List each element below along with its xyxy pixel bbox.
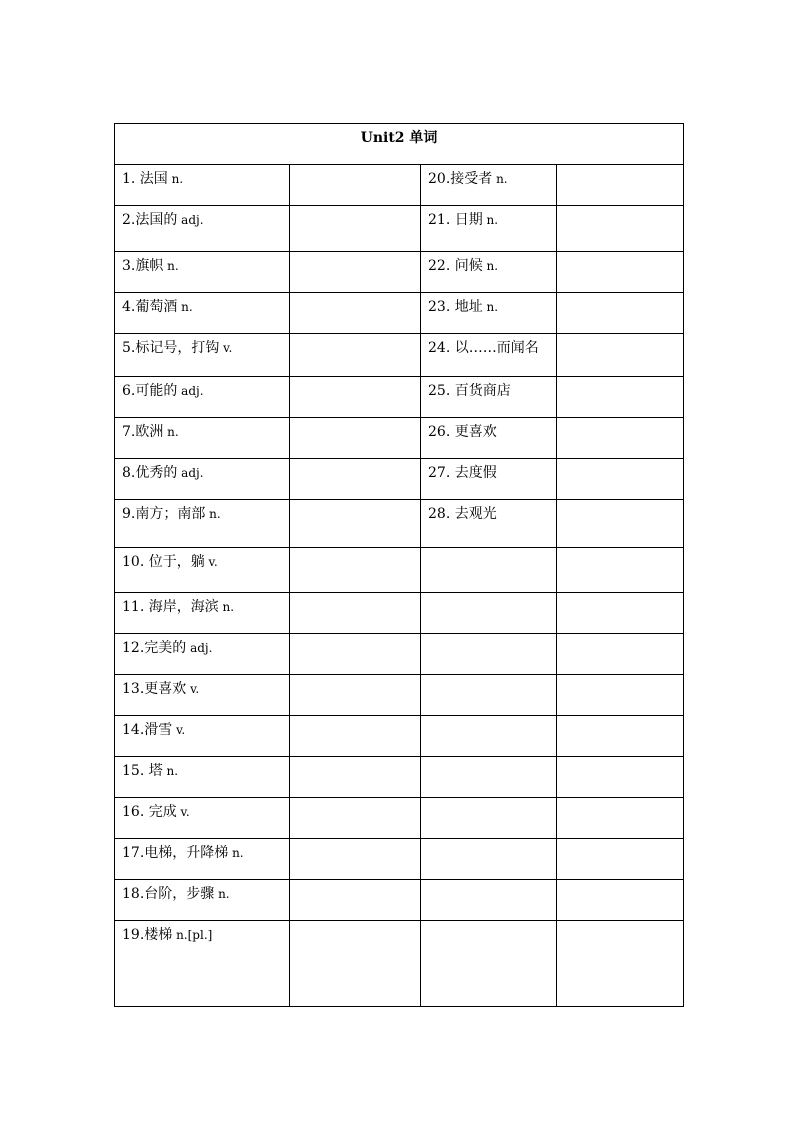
left-part-of-speech: n.	[167, 172, 184, 186]
left-prompt-cell	[115, 839, 290, 880]
table-row	[115, 334, 684, 377]
table-row	[115, 634, 684, 675]
left-prompt-cell	[115, 593, 290, 634]
left-part-of-speech: n.	[163, 425, 179, 439]
left-answer-blank[interactable]	[290, 716, 421, 757]
right-prompt-cell	[421, 675, 557, 716]
left-part-of-speech: adj.	[177, 384, 204, 398]
right-prompt-cell	[421, 459, 557, 500]
right-prompt-cell	[421, 334, 557, 377]
left-chinese-word: 7.欧洲	[122, 424, 164, 440]
left-answer-blank[interactable]	[290, 418, 421, 459]
right-prompt-cell	[421, 634, 557, 675]
left-answer-blank[interactable]	[290, 839, 421, 880]
right-prompt-cell	[421, 293, 557, 334]
right-prompt-cell	[421, 716, 557, 757]
title-row	[115, 124, 684, 165]
right-answer-blank[interactable]	[557, 548, 684, 593]
left-prompt-cell	[115, 757, 290, 798]
left-part-of-speech: v.	[186, 682, 200, 696]
right-part-of-speech: n.	[482, 213, 499, 227]
right-answer-blank[interactable]	[557, 839, 684, 880]
left-chinese-word: 6.可能的	[122, 383, 178, 399]
left-answer-blank[interactable]	[290, 757, 421, 798]
left-chinese-word: 17.电梯，升降梯	[122, 845, 229, 861]
right-prompt-cell	[421, 377, 557, 418]
right-prompt-cell	[421, 921, 557, 1007]
left-prompt-cell	[115, 165, 290, 206]
left-part-of-speech: n.	[205, 507, 221, 521]
left-part-of-speech: adj.	[177, 213, 204, 227]
left-chinese-word: 18.台阶，步骤	[122, 886, 215, 902]
left-chinese-word: 15. 塔	[122, 763, 163, 779]
left-answer-blank[interactable]	[290, 548, 421, 593]
left-prompt-cell	[115, 500, 290, 548]
right-chinese-word: 27. 去度假	[428, 465, 497, 481]
left-prompt-cell	[115, 334, 290, 377]
table-row	[115, 716, 684, 757]
left-part-of-speech: n.	[214, 887, 230, 901]
table-row	[115, 880, 684, 921]
left-answer-blank[interactable]	[290, 593, 421, 634]
right-answer-blank[interactable]	[557, 377, 684, 418]
table-row	[115, 548, 684, 593]
left-part-of-speech: n.	[218, 600, 235, 614]
left-chinese-word: 12.完美的	[122, 640, 187, 656]
left-part-of-speech: n.	[228, 846, 244, 860]
left-answer-blank[interactable]	[290, 206, 421, 252]
right-prompt-cell	[421, 252, 557, 293]
right-answer-blank[interactable]	[557, 921, 684, 1007]
left-prompt-cell	[115, 252, 290, 293]
table-row	[115, 798, 684, 839]
right-chinese-word: 21. 日期	[428, 212, 483, 228]
table-row	[115, 675, 684, 716]
right-answer-blank[interactable]	[557, 252, 684, 293]
right-prompt-cell	[421, 206, 557, 252]
left-prompt-cell	[115, 716, 290, 757]
left-answer-blank[interactable]	[290, 880, 421, 921]
right-chinese-word: 20.接受者	[428, 171, 493, 187]
left-chinese-word: 19.楼梯	[122, 927, 173, 943]
right-answer-blank[interactable]	[557, 593, 684, 634]
right-prompt-cell	[421, 500, 557, 548]
right-answer-blank[interactable]	[557, 206, 684, 252]
table-row	[115, 459, 684, 500]
right-chinese-word: 26. 更喜欢	[428, 424, 497, 440]
right-chinese-word: 23. 地址	[428, 299, 483, 315]
table-row	[115, 293, 684, 334]
left-chinese-word: 8.优秀的	[122, 465, 178, 481]
left-part-of-speech: v.	[172, 723, 186, 737]
left-answer-blank[interactable]	[290, 634, 421, 675]
vocabulary-worksheet	[114, 123, 683, 1007]
left-prompt-cell	[115, 798, 290, 839]
left-part-of-speech: adj.	[177, 466, 204, 480]
table-row	[115, 757, 684, 798]
left-chinese-word: 10. 位于，躺	[122, 554, 205, 570]
vocabulary-rows	[115, 165, 684, 1007]
left-answer-blank[interactable]	[290, 377, 421, 418]
left-answer-blank[interactable]	[290, 334, 421, 377]
left-answer-blank[interactable]	[290, 500, 421, 548]
right-chinese-word: 28. 去观光	[428, 506, 497, 522]
left-chinese-word: 2.法国的	[122, 212, 178, 228]
right-prompt-cell	[421, 798, 557, 839]
table-row	[115, 921, 684, 1007]
right-prompt-cell	[421, 880, 557, 921]
left-part-of-speech: n.[pl.]	[172, 928, 213, 942]
right-answer-blank[interactable]	[557, 334, 684, 377]
left-answer-blank[interactable]	[290, 293, 421, 334]
table-row	[115, 500, 684, 548]
right-answer-blank[interactable]	[557, 757, 684, 798]
left-prompt-cell	[115, 293, 290, 334]
right-prompt-cell	[421, 165, 557, 206]
left-prompt-cell	[115, 548, 290, 593]
left-prompt-cell	[115, 459, 290, 500]
left-part-of-speech: n.	[177, 300, 193, 314]
right-answer-blank[interactable]	[557, 716, 684, 757]
left-answer-blank[interactable]	[290, 675, 421, 716]
table-row	[115, 206, 684, 252]
left-prompt-cell	[115, 921, 290, 1007]
left-chinese-word: 14.滑雪	[122, 722, 173, 738]
table-title: Unit2 单词	[115, 124, 684, 165]
right-prompt-cell	[421, 418, 557, 459]
right-chinese-word: 24. 以……而闻名	[428, 340, 539, 356]
right-chinese-word: 25. 百货商店	[428, 383, 511, 399]
right-answer-blank[interactable]	[557, 293, 684, 334]
right-answer-blank[interactable]	[557, 880, 684, 921]
right-answer-blank[interactable]	[557, 418, 684, 459]
right-part-of-speech: n.	[492, 172, 508, 186]
right-prompt-cell	[421, 593, 557, 634]
left-chinese-word: 9.南方；南部	[122, 506, 206, 522]
table-row	[115, 377, 684, 418]
right-part-of-speech: n.	[482, 300, 499, 314]
left-prompt-cell	[115, 634, 290, 675]
right-answer-blank[interactable]	[557, 634, 684, 675]
right-prompt-cell	[421, 757, 557, 798]
right-answer-blank[interactable]	[557, 500, 684, 548]
left-prompt-cell	[115, 880, 290, 921]
left-part-of-speech: v.	[176, 805, 190, 819]
left-part-of-speech: n.	[162, 764, 179, 778]
left-chinese-word: 16. 完成	[122, 804, 177, 820]
right-part-of-speech: n.	[482, 259, 499, 273]
left-chinese-word: 1. 法国	[122, 171, 168, 187]
left-part-of-speech: n.	[163, 259, 179, 273]
table-row	[115, 593, 684, 634]
table-row	[115, 165, 684, 206]
left-part-of-speech: adj.	[186, 641, 213, 655]
right-answer-blank[interactable]	[557, 165, 684, 206]
vocabulary-table	[114, 123, 684, 1007]
left-chinese-word: 5.标记号，打钩	[122, 340, 220, 356]
left-part-of-speech: v.	[204, 555, 218, 569]
right-answer-blank[interactable]	[557, 675, 684, 716]
left-answer-blank[interactable]	[290, 165, 421, 206]
right-prompt-cell	[421, 839, 557, 880]
left-chinese-word: 3.旗帜	[122, 258, 164, 274]
left-part-of-speech: v.	[219, 341, 233, 355]
left-answer-blank[interactable]	[290, 798, 421, 839]
left-answer-blank[interactable]	[290, 252, 421, 293]
left-prompt-cell	[115, 675, 290, 716]
right-answer-blank[interactable]	[557, 459, 684, 500]
left-prompt-cell	[115, 206, 290, 252]
left-answer-blank[interactable]	[290, 459, 421, 500]
left-prompt-cell	[115, 418, 290, 459]
left-prompt-cell	[115, 377, 290, 418]
left-chinese-word: 13.更喜欢	[122, 681, 187, 697]
left-chinese-word: 4.葡萄酒	[122, 299, 178, 315]
table-row	[115, 418, 684, 459]
right-chinese-word: 22. 问候	[428, 258, 483, 274]
table-row	[115, 252, 684, 293]
right-answer-blank[interactable]	[557, 798, 684, 839]
table-row	[115, 839, 684, 880]
right-prompt-cell	[421, 548, 557, 593]
left-answer-blank[interactable]	[290, 921, 421, 1007]
left-chinese-word: 11. 海岸，海滨	[122, 599, 219, 615]
